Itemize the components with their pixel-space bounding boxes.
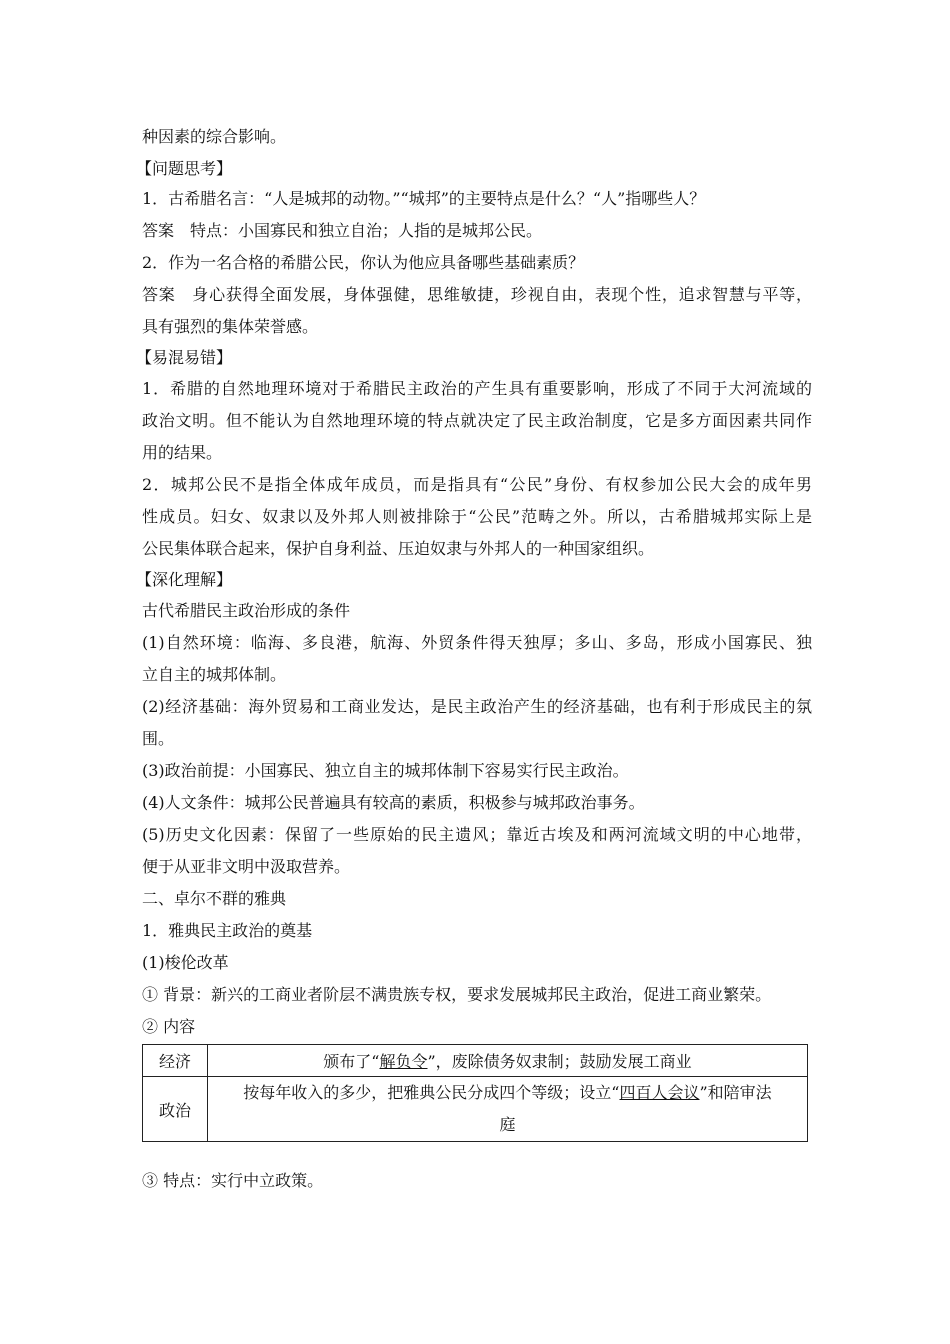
list-item: (3)政治前提：小国寡民、独立自主的城邦体制下容易实行民主政治。 (142, 761, 629, 780)
list-item: ② 内容 (142, 1017, 196, 1036)
question-line: 1．古希腊名言：“人是城邦的动物。”“城邦”的主要特点是什么？“人”指哪些人？ (142, 189, 706, 208)
section-title: 二、卓尔不群的雅典 (142, 889, 287, 908)
table-cell-description (208, 1045, 808, 1077)
paragraph-line: 政治文明。但不能认为自然地理环境的特点就决定了民主政治制度，它是多方面因素共同作 (142, 411, 812, 430)
cell-text: 庭 (499, 1115, 516, 1134)
section-heading: 【问题思考】 (136, 159, 233, 178)
cell-text: 按每年收入的多少，把雅典公民分成四个等级；设立“ (243, 1083, 620, 1102)
table-cell-category: 政治 (143, 1077, 208, 1142)
paragraph-line: 2．城邦公民不是指全体成年成员，而是指具有“公民”身份、有权参加公民大会的成年男 (142, 475, 812, 494)
underlined-term: 四百人会议 (619, 1083, 700, 1102)
list-item: (5)历史文化因素：保留了一些原始的民主遗风；靠近古埃及和两河流域文明的中心地带， (142, 825, 812, 844)
table-row (143, 1045, 808, 1077)
list-item: (1)自然环境：临海、多良港，航海、外贸条件得天独厚；多山、多岛，形成小国寡民、独 (142, 633, 812, 652)
list-item: 便于从亚非文明中汲取营养。 (142, 857, 351, 876)
paragraph-line: 公民集体联合起来，保护自身利益、压迫奴隶与外邦人的一种国家组织。 (142, 539, 655, 558)
paragraph-line: 用的结果。 (142, 443, 223, 462)
answer-line: 具有强烈的集体荣誉感。 (142, 317, 319, 336)
paragraph-line: 性成员。妇女、奴隶以及外邦人则被排除于“公民”范畴之外。所以，古希腊城邦实际上是 (142, 507, 812, 526)
list-item: ③ 特点：实行中立政策。 (142, 1171, 324, 1190)
list-item: (2)经济基础：海外贸易和工商业发达，是民主政治产生的经济基础，也有利于形成民主的氛 (142, 697, 812, 716)
list-item: ① 背景：新兴的工商业者阶层不满贵族专权，要求发展城邦民主政治，促进工商业繁荣。 (142, 985, 772, 1004)
cell-text: ”和陪审法 (699, 1083, 772, 1102)
paragraph-line: 1．希腊的自然地理环境对于希腊民主政治的产生具有重要影响，形成了不同于大河流域的 (142, 379, 812, 398)
table-cell-category: 经济 (143, 1045, 208, 1077)
list-item: 立自主的城邦体制。 (142, 665, 287, 684)
cell-text: 颁布了“ (323, 1052, 380, 1071)
list-item: (4)人文条件：城邦公民普遍具有较高的素质，积极参与城邦政治事务。 (142, 793, 645, 812)
subsection-title: 1．雅典民主政治的奠基 (142, 921, 313, 940)
question-line: 2．作为一名合格的希腊公民，你认为他应具备哪些基础素质？ (142, 253, 585, 272)
table-row (143, 1077, 808, 1142)
section-heading: 【易混易错】 (136, 348, 233, 367)
subsection-title: (1)梭伦改革 (142, 953, 229, 972)
section-heading: 【深化理解】 (136, 570, 233, 589)
list-item: 围。 (142, 729, 175, 748)
answer-line: 答案 身心获得全面发展，身体强健，思维敏捷，珍视自由，表现个性，追求智慧与平等， (142, 285, 812, 304)
answer-line: 答案 特点：小国寡民和独立自治；人指的是城邦公民。 (142, 221, 543, 240)
paragraph-line: 种因素的综合影响。 (142, 127, 287, 146)
reform-content-table (142, 1044, 808, 1142)
cell-text: ”，废除债务奴隶制；鼓励发展工商业 (427, 1052, 692, 1071)
paragraph-line: 古代希腊民主政治形成的条件 (142, 601, 351, 620)
underlined-term: 解负令 (379, 1052, 428, 1071)
table-cell-description (208, 1077, 808, 1142)
